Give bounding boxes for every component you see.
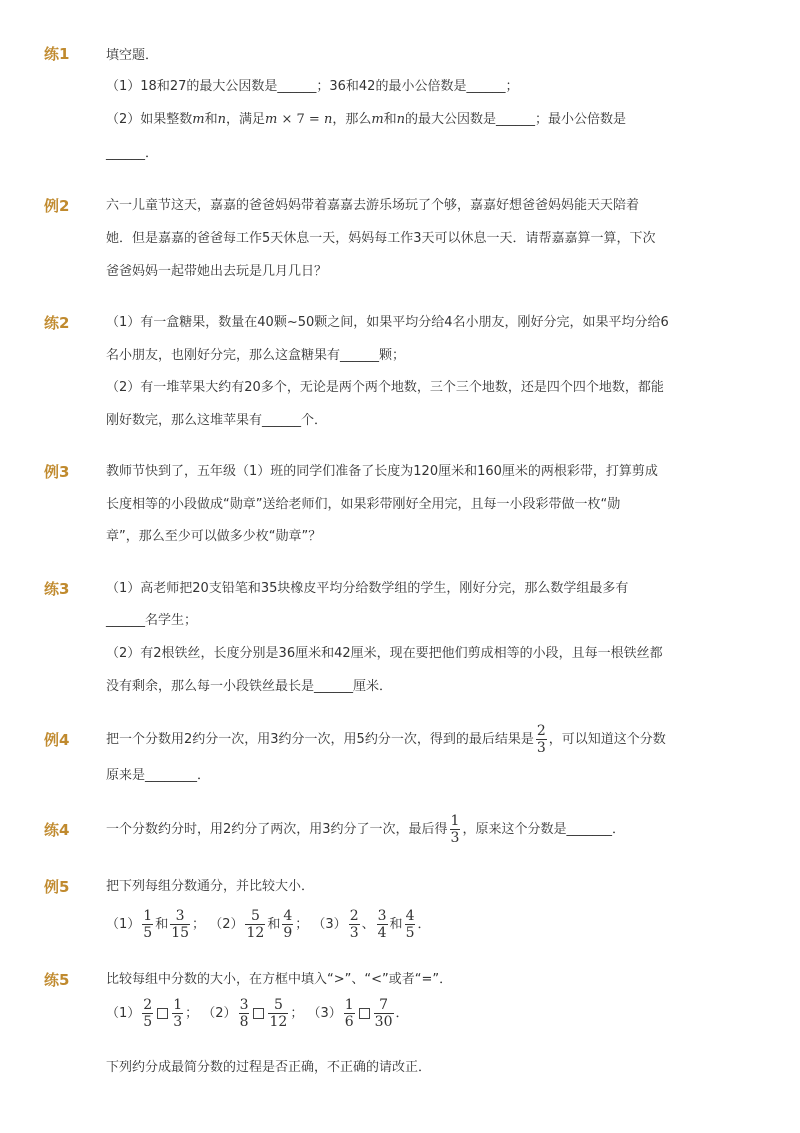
fraction: $\frac{1}{3}$ [450, 813, 460, 846]
fraction-row: （1） $\frac{2}{5}$ $\frac{1}{3}$ ； （2） $\frac{3}{8}$ $\frac{5}{12}$ ； （3） $\frac{1}{6}$ $\frac{7}{30}$ ． [106, 997, 409, 1030]
fraction: $\frac{3}{15}$ [171, 908, 190, 941]
paragraph-line: 教师节快到了，五年级（1）班的同学们准备了长度为120厘米和160厘米的两根彩带，打算剪成 [106, 464, 658, 479]
example-label: 例3 [44, 463, 70, 481]
fraction: $\frac{3}{8}$ [239, 997, 249, 1030]
paragraph-line: 章”，那么至少可以做多少枚“勋章”？ [106, 529, 322, 544]
paragraph-line: 没有剩余，那么每一小段铁丝最长是______厘米． [106, 679, 393, 694]
paragraph-line: 下列约分成最简分数的过程是否正确，不正确的请改正． [106, 1060, 432, 1075]
example-label: 例2 [44, 197, 70, 215]
fraction: $\frac{1}{3}$ [173, 997, 183, 1030]
paragraph-line: （1）高老师把20支铅笔和35块橡皮平均分给数学组的学生，刚好分完，那么数学组最多有 [106, 581, 629, 596]
compare-box [359, 1008, 370, 1019]
paragraph-line: （1）有一盒糖果，数量在40颗~50颗之间，如果平均分给4名小朋友，刚好分完，如果平均分给6 [106, 315, 669, 330]
paragraph-line: 刚好数完，那么这堆苹果有______个． [106, 413, 328, 428]
paragraph-line: 长度相等的小段做成“勋章”送给老师们，如果彩带刚好全用完，且每一小段彩带做一枚“勋 [106, 497, 621, 512]
paragraph-line: 比较每组中分数的大小，在方框中填入“>”、“<”或者“=”． [106, 972, 453, 987]
compare-box [253, 1008, 264, 1019]
exercise-intro: 填空题． [106, 48, 159, 63]
paragraph-line: 六一儿童节这天，嘉嘉的爸爸妈妈带着嘉嘉去游乐场玩了个够，嘉嘉好想爸爸妈妈能天天陪着 [106, 198, 640, 213]
compare-box [157, 1008, 168, 1019]
paragraph-line: 一个分数约分时，用2约分了两次，用3约分了一次，最后得 $\frac{1}{3}$ ，原来这个分数是_______． [106, 813, 625, 846]
exercise-label: 练1 [44, 45, 70, 63]
fraction: $\frac{5}{12}$ [246, 908, 265, 941]
fraction: $\frac{2}{5}$ [143, 997, 153, 1030]
exercise-label: 练4 [44, 821, 70, 839]
paragraph-line: ______名学生； [106, 613, 198, 628]
fraction: $\frac{2}{3}$ [536, 723, 546, 756]
question-1: （1）18和27的最大公因数是______；36和42的最小公倍数是______； [106, 79, 519, 94]
example-label: 例4 [44, 731, 70, 749]
paragraph-line: 原来是________． [106, 768, 211, 783]
example-label: 例5 [44, 878, 70, 896]
question-2: （2）如果整数m和n，满足m × 7 = n，那么m和n的最大公因数是______；最小公倍数是 [106, 112, 627, 127]
question-2-tail: ______． [106, 146, 159, 161]
fraction: $\frac{3}{4}$ [377, 908, 387, 941]
paragraph-line: 把一个分数用2约分一次，用3约分一次，用5约分一次，得到的最后结果是 $\frac{2}{3}$ ，可以知道这个分数 [106, 723, 666, 756]
fraction: $\frac{4}{9}$ [283, 908, 293, 941]
paragraph-line: 把下列每组分数通分，并比较大小． [106, 879, 315, 894]
exercise-label: 练3 [44, 580, 70, 598]
paragraph-line: 她．但是嘉嘉的爸爸每工作5天休息一天，妈妈每工作3天可以休息一天．请帮嘉嘉算一算，下次 [106, 231, 656, 246]
paragraph-line: 名小朋友，也刚好分完，那么这盒糖果有______颗； [106, 348, 406, 363]
fraction: $\frac{5}{12}$ [269, 997, 288, 1030]
paragraph-line: （2）有一堆苹果大约有20多个，无论是两个两个地数，三个三个地数，还是四个四个地数，都能 [106, 380, 664, 395]
paragraph-line: （2）有2根铁丝，长度分别是36厘米和42厘米，现在要把他们剪成相等的小段，且每一根铁丝都 [106, 646, 663, 661]
paragraph-line: 爸爸妈妈一起带她出去玩是几月几日？ [106, 264, 328, 279]
fraction: $\frac{2}{3}$ [349, 908, 359, 941]
fraction-row: （1） $\frac{1}{5}$ 和 $\frac{3}{15}$ ； （2） $\frac{5}{12}$ 和 $\frac{4}{9}$ ； （3） $\frac{2}{3}$ 、 $\frac{3}{4}$ 和 $\frac{4}{5}$ ． [106, 908, 431, 941]
fraction: $\frac{7}{30}$ [374, 997, 393, 1030]
fraction: $\frac{4}{5}$ [405, 908, 415, 941]
exercise-label: 练5 [44, 971, 70, 989]
exercise-label: 练2 [44, 314, 70, 332]
fraction: $\frac{1}{5}$ [143, 908, 153, 941]
fraction: $\frac{1}{6}$ [344, 997, 354, 1030]
